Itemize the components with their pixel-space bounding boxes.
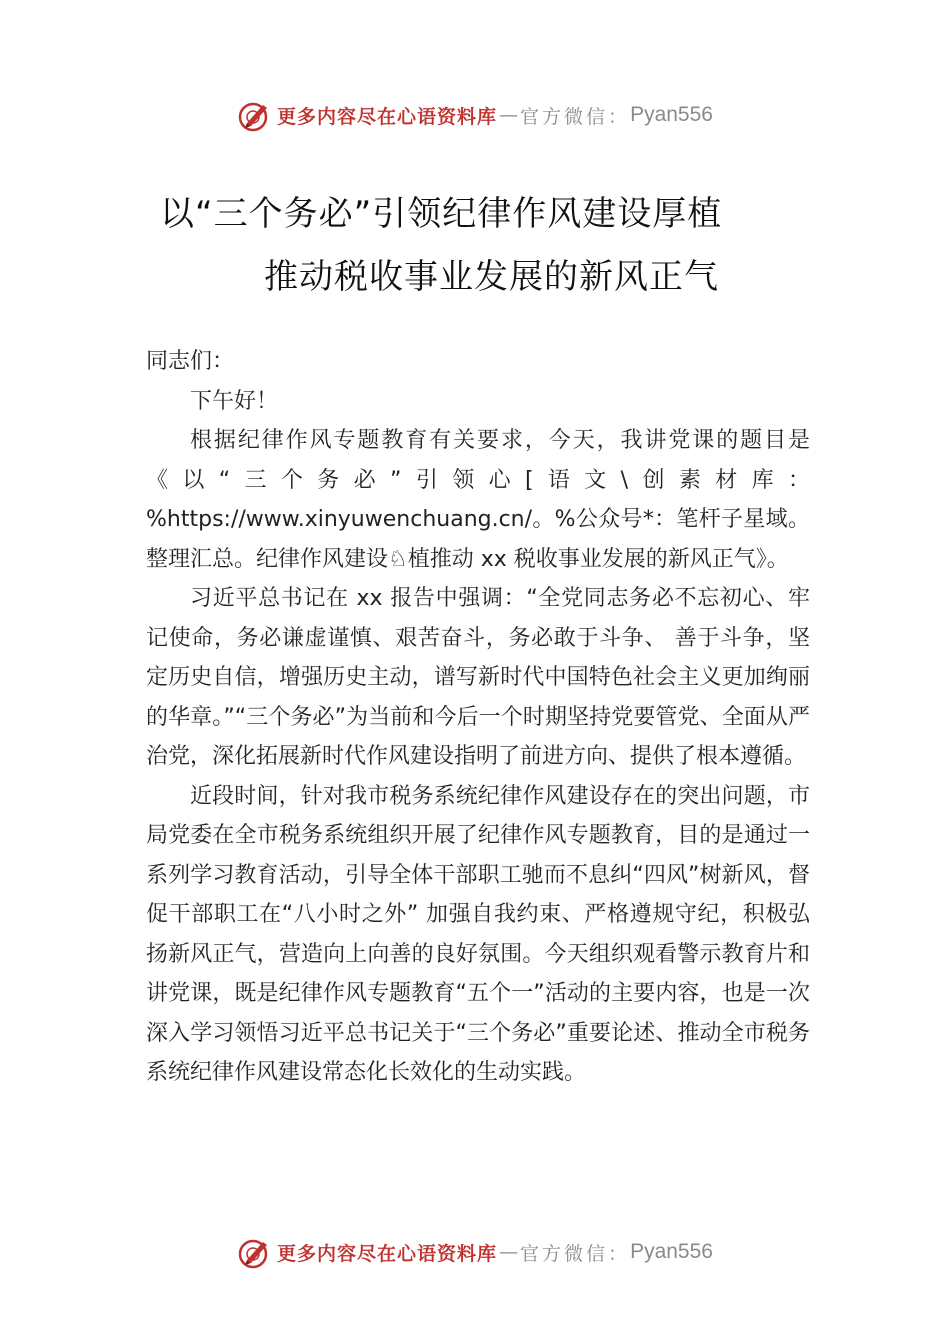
banner-site-name: 更多内容尽在心语资料库 <box>277 105 498 128</box>
salutation: 同志们： <box>146 349 235 374</box>
footer-banner <box>0 1232 950 1272</box>
pen-logo-icon <box>237 97 273 133</box>
paragraph: 根据纪律作风专题教育有关要求，今天，我讲党课的题目是《以“三个务必”引领心[语文\创素材库：%https://www.xinyuwenchuang.cn/。%公众号*：笔杆子星域。整理汇总。纪律作风建设♘植推动 xx 税收事业发展的新风正气》。 <box>146 428 810 572</box>
paragraph: 近段时间，针对我市税务系统纪律作风建设存在的突出问题，市局党委在全市税务系统组织开展了纪律作风专题教育，目的是通过一系列学习教育活动，引导全体干部职工驰而不息纠“四风”树新风，督促干部职工在“八小时之外” 加强自我约束、严格遵规守纪，积极弘扬新风正气，营造向上向善的良好氛围。今天组织观看警示教育片和讲党课，既是纪律作风专题教育“五个一”活动的主要内容，也是一次深入学习领悟习近平总书记关于“三个务必”重要论述、推动全市税务系统纪律作风建设常态化长效化的生动实践。 <box>146 783 810 1085</box>
paragraph: 习近平总书记在 xx 报告中强调：“全党同志务必不忘初心、牢记使命，务必谦虚谨慎、艰苦奋斗，务必敢于斗争、 善于斗争，坚定历史自信，增强历史主动，谱写新时代中国特色社会主义更加绚丽的华章。”“三个务必”为当前和今后一个时期坚持党要管党、全面从严治党，深化拓展新时代作风建设指明了前进方向、提供了根本遵循。 <box>146 586 810 769</box>
document-title-line-2: 推动税收事业发展的新风正气 <box>264 257 719 297</box>
document-title-line-1: 以“三个务必”引领纪律作风建设厚植 <box>160 194 723 234</box>
banner-site-name: 更多内容尽在心语资料库 <box>277 1242 498 1265</box>
banner-wechat-label: 官方微信： <box>520 1242 631 1265</box>
banner-dash: — <box>499 1241 519 1263</box>
banner-wechat-label: 官方微信： <box>520 105 631 128</box>
banner-wechat-id: Pyan556 <box>630 103 713 126</box>
greeting: 下午好！ <box>190 388 279 414</box>
banner-dash: — <box>499 104 519 126</box>
document-body <box>146 342 810 1093</box>
pen-logo-icon <box>237 1234 273 1270</box>
header-banner <box>0 95 950 135</box>
banner-wechat-id: Pyan556 <box>630 1240 713 1263</box>
